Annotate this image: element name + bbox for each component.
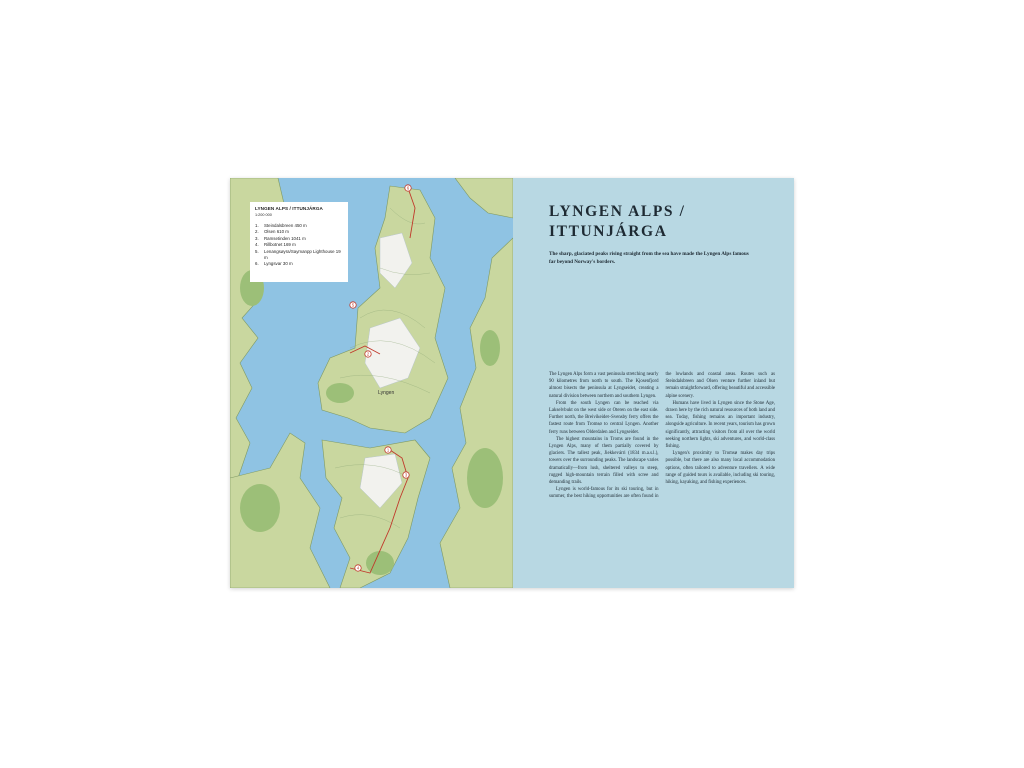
legend-list <box>255 223 343 268</box>
marker-1[interactable] <box>385 447 391 453</box>
body-paragraph: From the south Lyngen can be reached via Lakselvbukt on the west side or Oteren on the east side. Further north, the Breivikeidet–Svensby ferry offers the fastest route from Tromsø to central Lyngen. Another ferry runs between Olderdalen and Lyngseidet. <box>549 400 659 435</box>
legend-item: 4. Rillbotnet 169 m <box>255 242 296 248</box>
map-legend <box>250 202 348 282</box>
svg-text:4: 4 <box>356 565 360 571</box>
svg-text:5: 5 <box>351 302 355 308</box>
svg-text:3: 3 <box>404 472 408 478</box>
body-paragraph: The Lyngen Alps form a vast peninsula stretching nearly 90 kilometres from north to south. The Kjosenfjord almost bisects the peninsula at Lyngseidet, creating a natural division between northern and southern Lyngen. <box>549 372 659 399</box>
legend-item: 3. Ramsetinden 1041 m <box>255 235 306 241</box>
marker-5[interactable] <box>350 302 356 308</box>
marker-4[interactable] <box>355 565 361 571</box>
legend-item: 1. Steindalsbreen 450 m <box>255 223 307 228</box>
body-paragraph: Lyngen's proximity to Tromsø makes day trips possible, but there are also many local accommodation options, often tailored to adventure travellers. A wide range of guided tours is available, including ski touring, hiking, kayaking, and fishing experiences. <box>665 451 775 486</box>
body-paragraph: Humans have lived in Lyngen since the Stone Age, drawn here by the rich natural resources of both land and sea. Today, fishing remains an important industry, alongside agriculture. In recent years, tourism has grown significantly, attracting visitors from all over the world seeking northern lights, ski adventures, and world-class fishing. <box>665 400 775 450</box>
article-subtitle: The sharp, glaciated peaks rising straight from the sea have made the Lyngen Alps famous far beyond Norway's borders. <box>549 251 749 265</box>
place-label-lyngen: Lyngen <box>378 390 395 396</box>
marker-6[interactable] <box>405 185 411 191</box>
svg-text:2: 2 <box>366 351 370 357</box>
map-page[interactable] <box>230 178 513 588</box>
legend-title: LYNGEN ALPS / ITTUNJÁRGA <box>255 206 323 211</box>
body-paragraph: The highest mountains in Troms are found in the Lyngen Alps, many of them partially covered by glaciers. The tallest peak, Jiekkevárri (1834 m.a.s.l.), towers over the surrounding peaks. The landscape varies dramatically—from lush, sheltered valleys to steep, rugged high-mountain terrain filled with scree and demanding trails. <box>549 436 659 486</box>
title-line-2: ITTUNJÁRGA <box>549 223 668 240</box>
marker-2[interactable] <box>365 351 371 357</box>
legend-item: 2. Olsen 610 m <box>255 229 289 235</box>
title-line-1: LYNGEN ALPS / <box>549 203 686 220</box>
book-spread <box>230 178 794 588</box>
legend-item: 5. Lenangsøyra/Saymanpp Lighthouse 19 m <box>255 248 341 261</box>
article-body <box>549 371 775 571</box>
legend-item: 6. Lyngsvar 30 m <box>255 261 293 267</box>
article-page <box>513 178 794 588</box>
legend-scale: 1:200 000 <box>255 213 272 217</box>
svg-text:6: 6 <box>406 185 410 191</box>
body-paragraph: Lyngen is world-famous for its ski touring, but in summer, the best hiking opportunities are often found in the lowlands and coastal areas. Routes such as Steindalsbreen and Olsen venture further inland but remain straightforward, offering beautiful and accessible alpine scenery. <box>549 372 775 500</box>
marker-3[interactable] <box>403 472 409 478</box>
article-title <box>549 202 686 242</box>
svg-text:1: 1 <box>386 447 390 453</box>
